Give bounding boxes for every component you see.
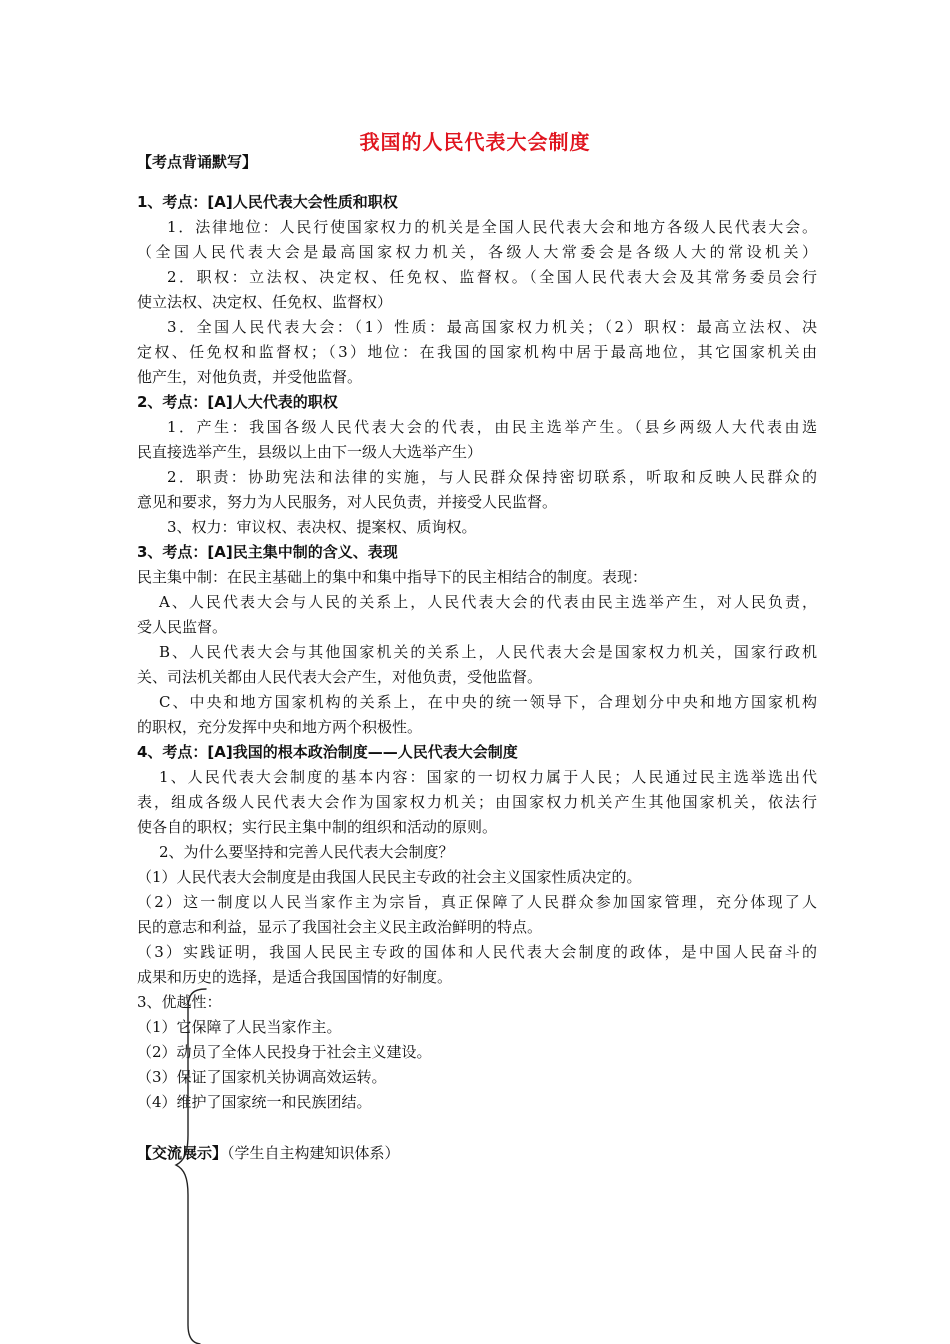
topic4-line: （2）这一制度以人民当家作主为宗旨，真正保障了人民群众参加国家管理，充分体现了人 [137, 893, 817, 911]
topic2-heading: 2、考点：[A]人大代表的职权 [137, 393, 338, 411]
topic1-line: 2．职权：立法权、决定权、任免权、监督权。（全国人民代表大会及其常务委员会行 [167, 268, 817, 286]
topic4-line: （4）维护了国家统一和民族团结。 [137, 1093, 372, 1111]
topic2-line: 民直接选举产生，县级以上由下一级人大选举产生） [137, 443, 483, 461]
topic3-line: 受人民监督。 [137, 618, 228, 636]
document-body [137, 150, 817, 1166]
topic4-line: 表，组成各级人民代表大会作为国家权力机关；由国家权力机关产生其他国家机关，依法行 [137, 793, 817, 811]
topic1-line: （全国人民代表大会是最高国家权力机关，各级人大常委会是各级人大的常设机关） [137, 243, 817, 261]
topic1-heading: 1、考点：[A]人民代表大会性质和职权 [137, 193, 398, 211]
page-title: 我国的人民代表大会制度 [359, 130, 591, 154]
exchange-section [137, 1141, 817, 1166]
topic3-heading: 3、考点：[A]民主集中制的含义、表现 [137, 543, 398, 561]
topic4-line: 成果和历史的选择，是适合我国国情的好制度。 [137, 968, 453, 986]
topic4-line: 3、优越性： [137, 993, 222, 1011]
exchange-label: 【交流展示】 [137, 1144, 228, 1162]
topic4-line: （2）动员了全体人民投身于社会主义建设。 [137, 1043, 432, 1061]
topic1-line: 3．全国人民代表大会：（1）性质：最高国家权力机关；（2）职权：最高立法权、决 [167, 318, 817, 336]
topic4-line: 1、人民代表大会制度的基本内容：国家的一切权力属于人民；人民通过民主选举选出代 [159, 768, 817, 786]
topic3-line: 关、司法机关都由人民代表大会产生，对他负责，受他监督。 [137, 668, 543, 686]
curly-brace-drawing [170, 985, 210, 1344]
section-header: 【考点背诵默写】 [137, 153, 258, 171]
topic1-line: 使立法权、决定权、任免权、监督权） [137, 293, 393, 311]
topic4-line: （3）实践证明，我国人民民主专政的国体和人民代表大会制度的政体，是中国人民奋斗的 [137, 943, 817, 961]
exchange-note: （学生自主构建知识体系） [227, 1144, 400, 1162]
topic4-line: （1）它保障了人民当家作主。 [137, 1018, 342, 1036]
topic1-line: 他产生，对他负责，并受他监督。 [137, 368, 363, 386]
topic4-line: 使各自的职权；实行民主集中制的组织和活动的原则。 [137, 818, 498, 836]
topic2-line: 3、权力：审议权、表决权、提案权、质询权。 [167, 518, 477, 536]
topic1-line: 定权、任免权和监督权；（3）地位：在我国的国家机构中居于最高地位，其它国家机关由 [137, 343, 817, 361]
topic4-line: 2、为什么要坚持和完善人民代表大会制度？ [159, 843, 454, 861]
topic4-line: 民的意志和利益，显示了我国社会主义民主政治鲜明的特点。 [137, 918, 543, 936]
topic2-line: 1．产生：我国各级人民代表大会的代表，由民主选举产生。（县乡两级人大代表由选 [167, 418, 817, 436]
topic3-line: 民主集中制：在民主基础上的集中和集中指导下的民主相结合的制度。表现： [137, 568, 648, 586]
topic2-line: 意见和要求，努力为人民服务，对人民负责，并接受人民监督。 [137, 493, 558, 511]
topic3-line: C、中央和地方国家机构的关系上，在中央的统一领导下，合理划分中央和地方国家机构 [159, 693, 817, 711]
topic3-line: 的职权，充分发挥中央和地方两个积极性。 [137, 718, 423, 736]
topic3-line: B、人民代表大会与其他国家机关的关系上，人民代表大会是国家权力机关，国家行政机 [159, 643, 817, 661]
topic4-line: （3）保证了国家机关协调高效运转。 [137, 1068, 387, 1086]
topic1-line: 1．法律地位：人民行使国家权力的机关是全国人民代表大会和地方各级人民代表大会。 [167, 218, 817, 236]
topic2-line: 2．职责：协助宪法和法律的实施，与人民群众保持密切联系，听取和反映人民群众的 [167, 468, 817, 486]
topic3-line: A、人民代表大会与人民的关系上，人民代表大会的代表由民主选举产生，对人民负责， [159, 593, 817, 611]
topic4-heading: 4、考点：[A]我国的根本政治制度——人民代表大会制度 [137, 743, 518, 761]
topic4-line: （1）人民代表大会制度是由我国人民民主专政的社会主义国家性质决定的。 [137, 868, 642, 886]
